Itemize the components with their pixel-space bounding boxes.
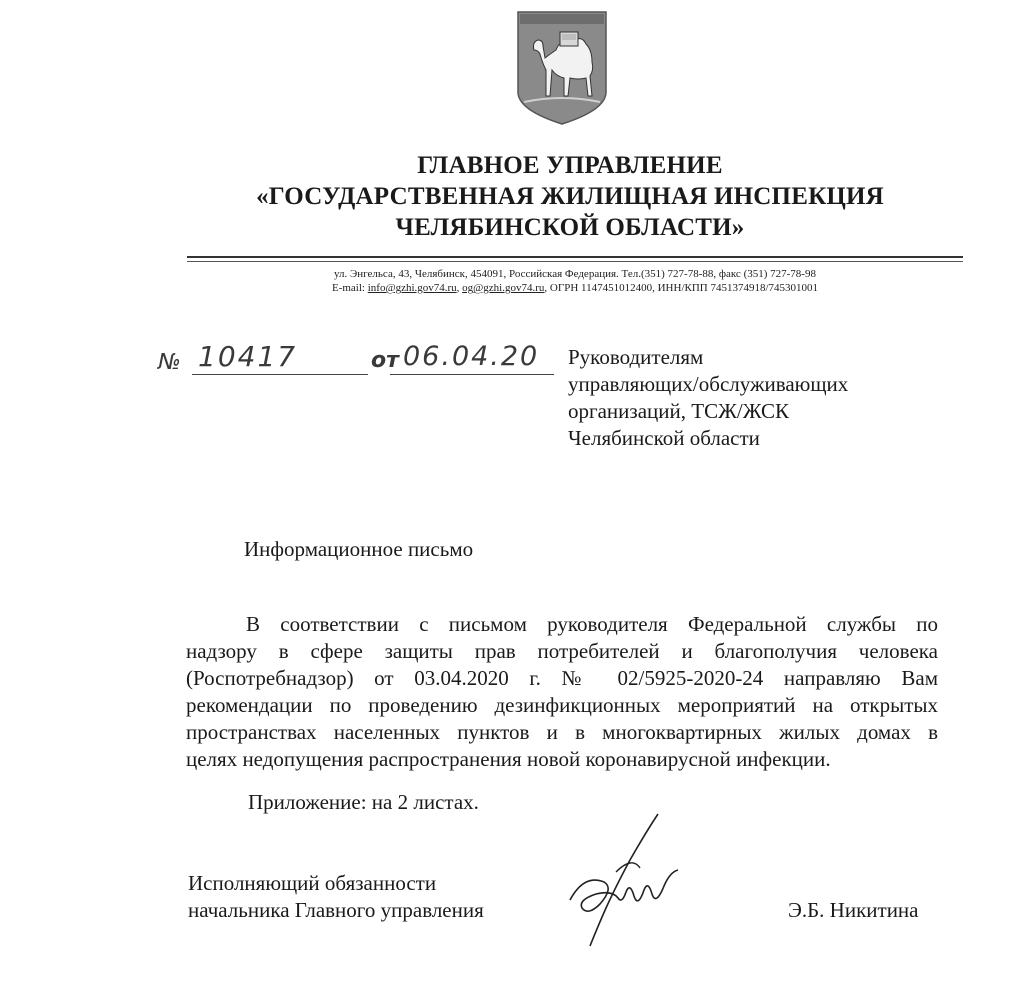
registry-numbers: ОГРН 1147451012400, ИНН/КПП 7451374918/745301001 bbox=[549, 282, 819, 294]
registration-number-underline bbox=[192, 374, 368, 375]
letter-body bbox=[186, 611, 938, 773]
recipient-block bbox=[568, 344, 848, 452]
org-title-line-1: ГЛАВНОЕ УПРАВЛЕНИЕ bbox=[417, 152, 723, 179]
header-divider-thin bbox=[187, 261, 963, 262]
body-line-3: (Роспотребнадзор) от 03.04.2020 г. № 02/5925-2020-24 направляю Вам bbox=[186, 666, 938, 690]
body-line-4: рекомендации по проведению дезинфикционных мероприятий на открытых bbox=[186, 693, 938, 717]
handwritten-signature-icon bbox=[560, 812, 700, 952]
address-line: ул. Энгельса, 43, Челябинск, 454091, Российская Федерация. Тел.(351) 727-78-88, факс (351) 727-78-98 bbox=[334, 268, 816, 280]
chelyabinsk-camel-coat-of-arms-icon bbox=[516, 10, 608, 126]
signer-position-line-2: начальника Главного управления bbox=[188, 898, 484, 922]
attachment-note: Приложение: на 2 листах. bbox=[248, 790, 479, 814]
body-line-6: целях недопущения распространения новой коронавирусной инфекции. bbox=[186, 747, 831, 771]
signer-position bbox=[188, 870, 484, 924]
registration-date-underline bbox=[390, 374, 554, 375]
recipient-line-3: организаций, ТСЖ/ЖСК bbox=[568, 399, 790, 423]
registration-number-prefix: № bbox=[158, 350, 181, 375]
registration-date: 06.04.20 bbox=[403, 341, 540, 372]
body-line-1: В соответствии с письмом руководителя Федеральной службы по bbox=[246, 612, 938, 636]
letter-type-heading: Информационное письмо bbox=[244, 537, 474, 561]
recipient-line-2: управляющих/обслуживающих bbox=[568, 372, 849, 396]
registration-from-label: от bbox=[371, 348, 399, 373]
email-registry-line: E-mail: info@gzhi.gov74.ru, og@gzhi.gov74.ru, ОГРН 1147451012400, ИНН/КПП 7451374918/745301001 bbox=[331, 282, 819, 294]
body-line-2: надзору в сфере защиты прав потребителей и благополучия человека bbox=[186, 639, 938, 663]
recipient-line-1: Руководителям bbox=[568, 345, 704, 369]
email-link-info[interactable]: info@gzhi.gov74.ru bbox=[367, 282, 457, 294]
header-divider-thick bbox=[187, 256, 963, 258]
email-link-og[interactable]: og@gzhi.gov74.ru bbox=[462, 282, 545, 294]
registration-number: 10417 bbox=[198, 340, 298, 373]
body-line-5: пространствах населенных пунктов и в многоквартирных жилых домах в bbox=[186, 720, 938, 744]
organization-title bbox=[200, 150, 940, 243]
signer-name: Э.Б. Никитина bbox=[788, 898, 919, 922]
email-label: E-mail: bbox=[331, 282, 365, 294]
contact-details bbox=[200, 267, 950, 295]
org-title-line-2: «ГОСУДАРСТВЕННАЯ ЖИЛИЩНАЯ ИНСПЕКЦИЯ bbox=[256, 183, 884, 210]
recipient-line-4: Челябинской области bbox=[568, 426, 760, 450]
org-title-line-3: ЧЕЛЯБИНСКОЙ ОБЛАСТИ» bbox=[395, 214, 745, 241]
signer-position-line-1: Исполняющий обязанности bbox=[188, 871, 437, 895]
